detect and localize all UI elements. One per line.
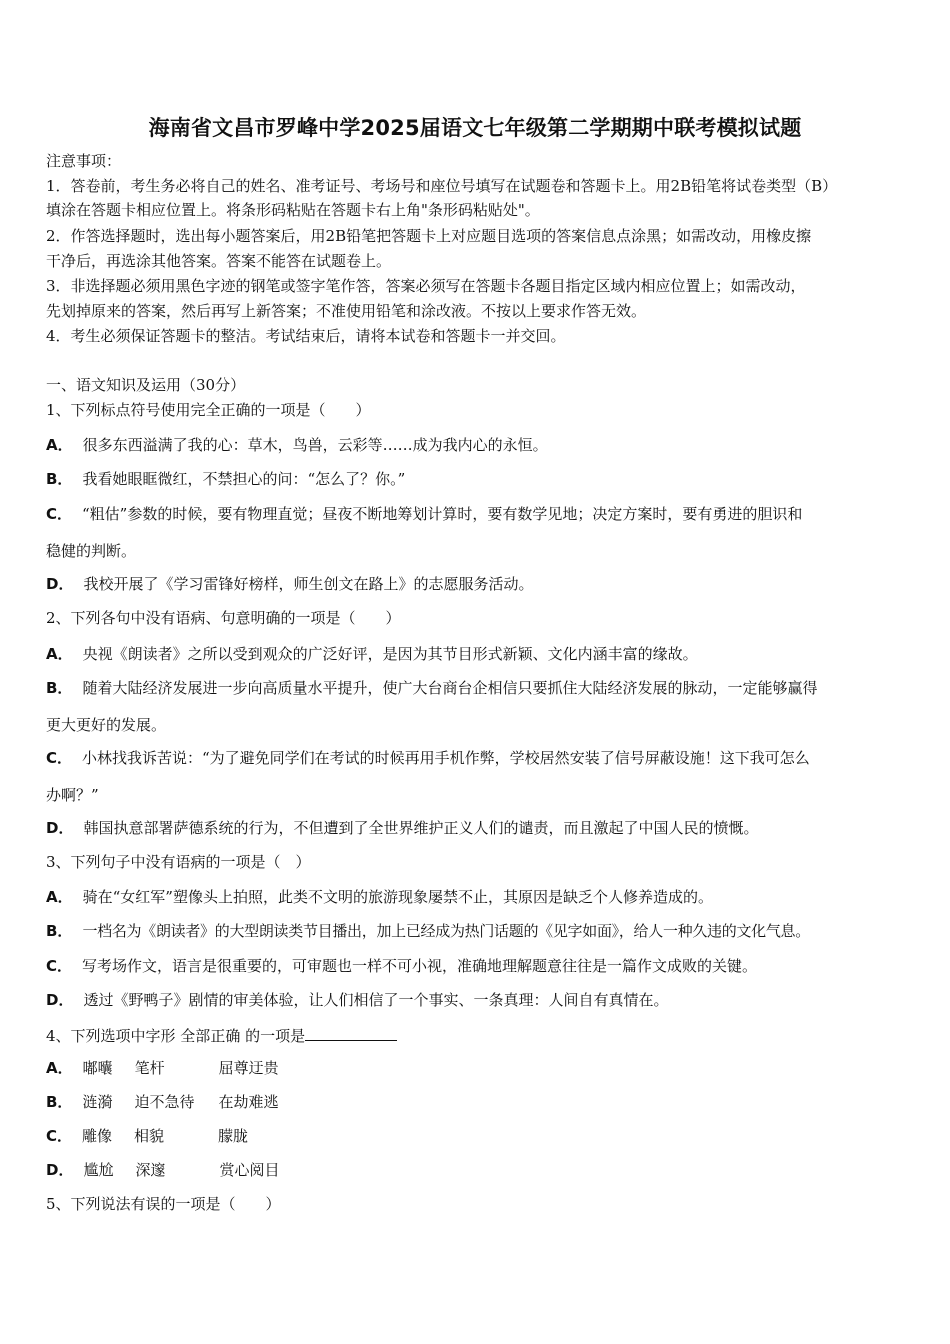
option-letter: B．	[46, 470, 73, 488]
stem-text: 4、下列选项中字形 全部正确 的一项是	[46, 1027, 306, 1045]
option-letter: A．	[46, 888, 73, 906]
word: 屈尊迂贵	[218, 1059, 279, 1077]
q1-option-d	[46, 573, 910, 595]
word: 朦胧	[218, 1127, 249, 1145]
word: 赏心阅目	[219, 1161, 280, 1179]
q1-option-c	[46, 503, 910, 525]
word: 尴尬	[83, 1161, 114, 1179]
q2-option-c-cont: 办啊？”	[46, 786, 99, 804]
q3-option-a	[46, 886, 910, 908]
q2-option-b	[46, 677, 910, 699]
q2-option-c	[46, 747, 910, 769]
answer-blank[interactable]	[305, 1024, 397, 1041]
q1-option-b	[46, 468, 910, 490]
option-letter: C．	[46, 749, 73, 767]
q1-option-c-cont: 稳健的判断。	[46, 542, 137, 560]
notice-line: 填涂在答题卡相应位置上。将条形码粘贴在答题卡右上角"条形码粘贴处"。	[46, 201, 540, 219]
option-letter: A．	[46, 1059, 73, 1077]
option-letter: D．	[46, 575, 74, 593]
q4-option-d	[46, 1159, 910, 1181]
option-text: 透过《野鸭子》剧情的审美体验，让人们相信了一个事实、一条真理：人间自有真情在。	[83, 991, 669, 1009]
option-text: 写考场作文，语言是很重要的，可审题也一样不可小视，准确地理解题意往往是一篇作文成败的关键。	[82, 957, 758, 975]
word: 涟漪	[82, 1093, 113, 1111]
notice-line: 3．非选择题必须用黑色字迹的钢笔或签字笔作答，答案必须写在答题卡各题目指定区域内相应位置上；如需改动，	[46, 277, 806, 295]
option-letter: B．	[46, 922, 73, 940]
option-text: 很多东西溢满了我的心：草木，鸟兽，云彩等……成为我内心的永恒。	[82, 436, 548, 454]
option-text: 小林找我诉苦说：“为了避免同学们在考试的时候再用手机作弊，学校居然安装了信号屏蔽设施！这下我可怎么	[82, 749, 810, 767]
option-text: “粗估”参数的时候，要有物理直觉；昼夜不断地筹划计算时，要有数学见地；决定方案时，要有勇进的胆识和	[82, 505, 803, 523]
option-letter: C．	[46, 957, 73, 975]
page-title: 海南省文昌市罗峰中学2025届语文七年级第二学期期中联考模拟试题	[148, 116, 802, 140]
option-letter: C．	[46, 1127, 73, 1145]
notice-heading: 注意事项：	[46, 152, 122, 170]
q4-option-c	[46, 1125, 910, 1147]
q4-option-b	[46, 1091, 910, 1113]
notice-line: 2．作答选择题时，选出每小题答案后，用2B铅笔把答题卡上对应题目选项的答案信息点涂黑；如需改动，用橡皮擦	[46, 227, 812, 245]
q4-option-a	[46, 1057, 910, 1079]
question-1-stem: 1、下列标点符号使用完全正确的一项是（ ）	[46, 401, 371, 419]
q3-option-c	[46, 955, 910, 977]
option-text: 央视《朗读者》之所以受到观众的广泛好评，是因为其节目形式新颖、文化内涵丰富的缘故。	[82, 645, 698, 663]
option-letter: B．	[46, 679, 73, 697]
option-text: 我看她眼眶微红，不禁担心的问：“怎么了？你。”	[82, 470, 406, 488]
q1-option-a	[46, 434, 910, 456]
option-text: 韩国执意部署萨德系统的行为，不但遭到了全世界维护正义人们的谴责，而且激起了中国人民的愤慨。	[83, 819, 759, 837]
q2-option-a	[46, 643, 910, 665]
q3-option-d	[46, 989, 910, 1011]
q2-option-b-cont: 更大更好的发展。	[46, 716, 167, 734]
option-letter: D．	[46, 991, 74, 1009]
question-4-stem	[46, 1024, 910, 1047]
word: 深邃	[135, 1161, 166, 1179]
word: 相貌	[134, 1127, 165, 1145]
option-text: 骑在“女红军”塑像头上拍照，此类不文明的旅游现象屡禁不止，其原因是缺乏个人修养造成的。	[82, 888, 713, 906]
question-5-stem: 5、下列说法有误的一项是（ ）	[46, 1195, 281, 1213]
option-letter: B．	[46, 1093, 73, 1111]
q2-option-d	[46, 817, 910, 839]
option-letter: D．	[46, 1161, 74, 1179]
notice-line: 1．答卷前，考生务必将自己的姓名、准考证号、考场号和座位号填写在试题卷和答题卡上。用2B铅笔将试卷类型（B）	[46, 177, 838, 195]
notice-line: 干净后，再选涂其他答案。答案不能答在试题卷上。	[46, 252, 392, 270]
word: 在劫难逃	[218, 1093, 279, 1111]
option-letter: D．	[46, 819, 74, 837]
option-text: 随着大陆经济发展进一步向高质量水平提升，使广大台商台企相信只要抓住大陆经济发展的脉动，一定能够赢得	[82, 679, 818, 697]
option-letter: A．	[46, 436, 73, 454]
word: 嘟囔	[82, 1059, 113, 1077]
notice-line: 4．考生必须保证答题卡的整洁。考试结束后，请将本试卷和答题卡一并交回。	[46, 327, 566, 345]
section-heading: 一、语文知识及运用（30分）	[46, 376, 246, 394]
option-letter: C．	[46, 505, 73, 523]
question-3-stem: 3、下列句子中没有语病的一项是（ ）	[46, 853, 311, 871]
option-text: 一档名为《朗读者》的大型朗读类节目播出，加上已经成为热门话题的《见字如面》，给人一种久违的文化气息。	[82, 922, 810, 940]
word: 雕像	[82, 1127, 113, 1145]
option-text: 我校开展了《学习雷锋好榜样，师生创文在路上》的志愿服务活动。	[83, 575, 534, 593]
q3-option-b	[46, 920, 910, 942]
option-letter: A．	[46, 645, 73, 663]
word: 迫不急待	[134, 1093, 195, 1111]
question-2-stem: 2、下列各句中没有语病、句意明确的一项是（ ）	[46, 609, 401, 627]
notice-line: 先划掉原来的答案，然后再写上新答案；不准使用铅笔和涂改液。不按以上要求作答无效。	[46, 302, 647, 320]
word: 笔杆	[134, 1059, 165, 1077]
